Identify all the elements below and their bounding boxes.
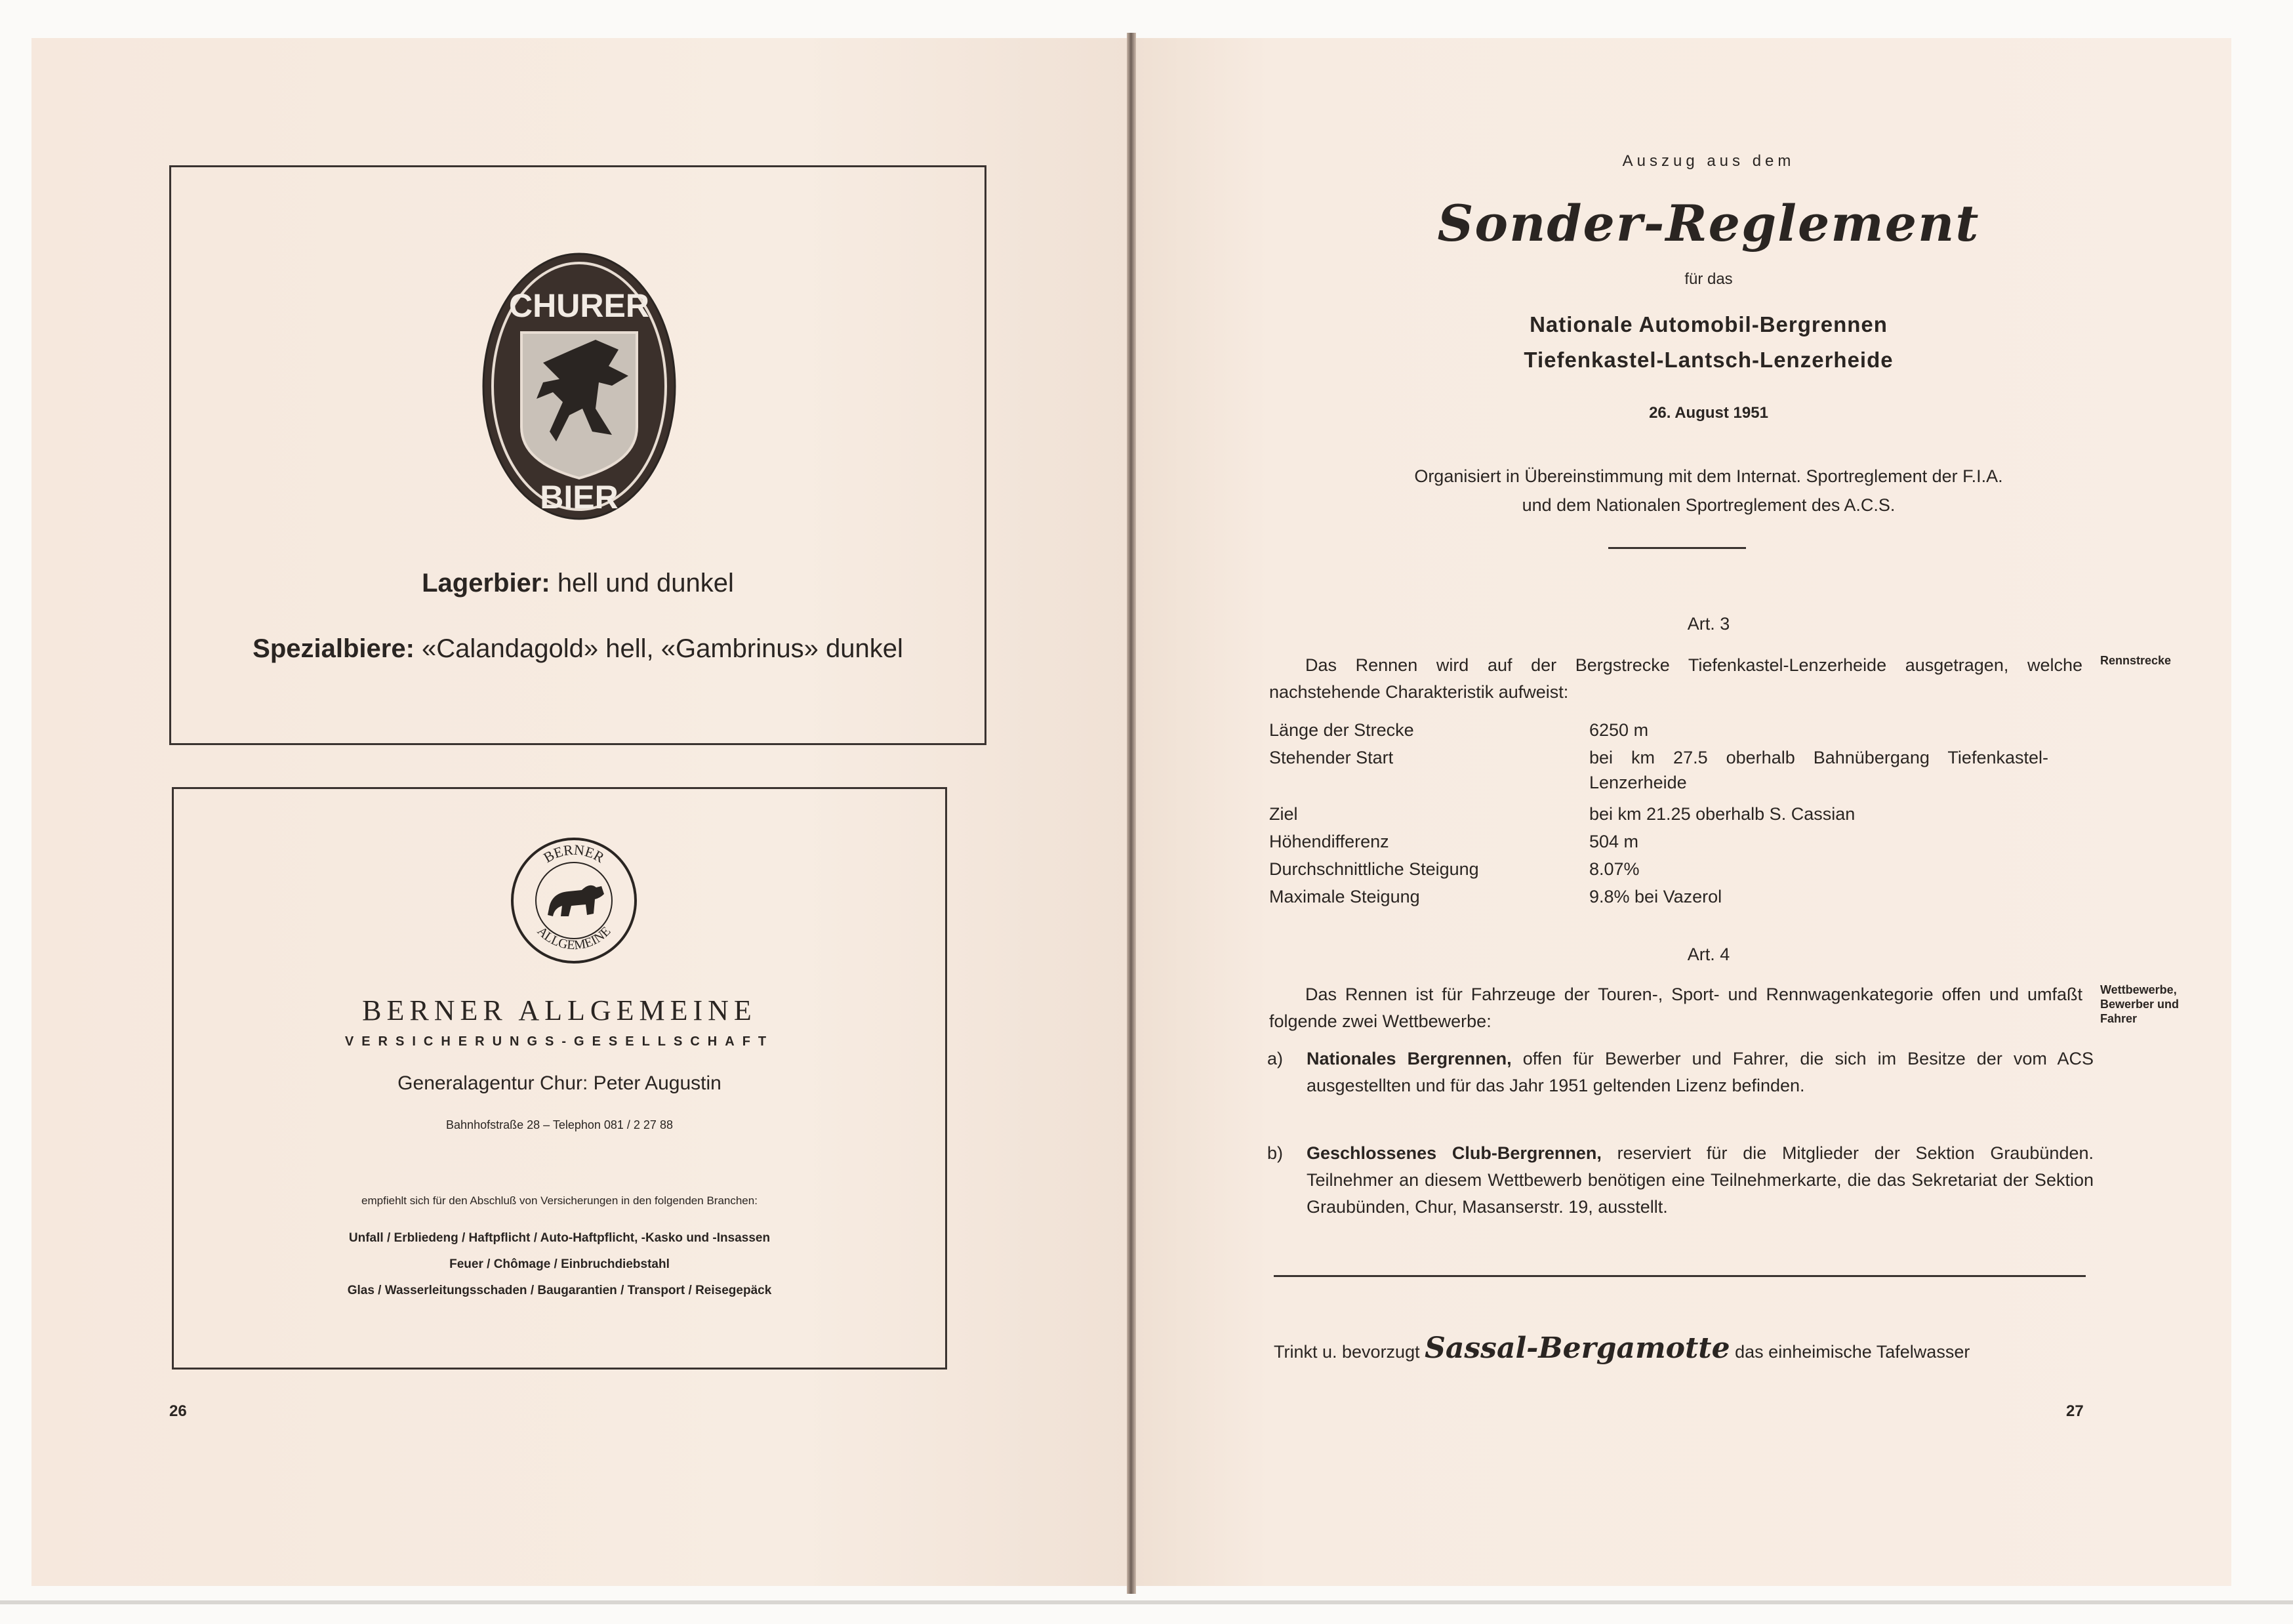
list-item-title: Geschlossenes Club-Bergrennen, xyxy=(1307,1143,1602,1163)
list-letter: a) xyxy=(1267,1049,1284,1068)
intro-line: Auszug aus dem xyxy=(1622,152,1795,170)
art3-margin-note: Rennstrecke xyxy=(2100,654,2172,667)
organized-note xyxy=(1266,462,2151,519)
berner-branches-line-3: Glas / Wasserleitungsschaden / Baugarantien / Transport / Reisegepäck xyxy=(347,1284,772,1297)
seal-bottom-text: ALLGEMEINE xyxy=(534,924,614,953)
list-item-title: Nationales Bergrennen, xyxy=(1307,1049,1512,1068)
margin-note-line: Fahrer xyxy=(2100,1012,2138,1025)
art3-text: Das Rennen wird auf der Bergstrecke Tiefenkastel-Lenzerheide ausgetragen, welche nachstehende Charakteristik aufweist: xyxy=(1269,655,2082,702)
fuer-das-line: für das xyxy=(1684,270,1733,288)
berner-agency: Generalagentur Chur: Peter Augustin xyxy=(397,1072,721,1094)
lagerbier-line xyxy=(171,569,984,598)
berner-address: Bahnhofstraße 28 – Telephon 081 / 2 27 88 xyxy=(446,1118,673,1131)
berner-bear-seal xyxy=(508,835,639,966)
churer-bier-ad xyxy=(169,165,986,745)
art3-heading: Art. 3 xyxy=(1687,614,1730,634)
event-line-2: Tiefenkastel-Lantsch-Lenzerheide xyxy=(1524,348,1894,372)
berner-branches-line-1: Unfall / Erbliedeng / Haftpflicht / Auto-Haftpflicht, -Kasko und -Insassen xyxy=(348,1231,771,1245)
book-spine xyxy=(1127,33,1136,1594)
footer-brand: Sassal-Bergamotte xyxy=(1425,1331,1730,1365)
list-letter: b) xyxy=(1267,1143,1284,1163)
divider-long xyxy=(1274,1275,2086,1277)
organized-line-2: und dem Nationalen Sportreglement des A.C.S. xyxy=(1522,495,1896,515)
spec-label: Höhendifferenz xyxy=(1269,832,1389,851)
spec-value: bei km 27.5 oberhalb Bahnübergang Tiefenkastel-Lenzerheide xyxy=(1589,748,2048,792)
berner-branches-line-2: Feuer / Chômage / Einbruchdiebstahl xyxy=(449,1257,670,1271)
footer-pre: Trinkt u. bevorzugt xyxy=(1274,1342,1420,1362)
churer-bier-logo xyxy=(481,251,678,521)
spec-label: Maximale Steigung xyxy=(1269,887,1420,906)
spec-label: Stehender Start xyxy=(1269,748,1394,767)
spec-value: 9.8% bei Vazerol xyxy=(1589,887,1722,906)
list-text xyxy=(1307,1140,2094,1221)
spezialbiere-line xyxy=(171,634,984,664)
spec-value: 6250 m xyxy=(1589,720,1649,740)
art4-text: Das Rennen ist für Fahrzeuge der Touren-, Sport- und Rennwagenkategorie offen und umfaßt folgende zwei Wettbewerbe: xyxy=(1269,985,2082,1031)
organized-line-1: Organisiert in Übereinstimmung mit dem Internat. Sportreglement der F.I.A. xyxy=(1414,466,2003,486)
berner-recommend: empfiehlt sich für den Abschluß von Versicherungen in den folgenden Branchen: xyxy=(361,1194,758,1207)
spec-value: 8.07% xyxy=(1589,859,1640,879)
art4-heading: Art. 4 xyxy=(1687,944,1730,964)
margin-note-line: Wettbewerbe, xyxy=(2100,983,2177,996)
spec-value: 504 m xyxy=(1589,832,1639,851)
margin-note-line: Bewerber und xyxy=(2100,998,2180,1011)
page-number-right: 27 xyxy=(2066,1402,2084,1420)
scan-bottom-edge xyxy=(0,1600,2293,1604)
art4-margin-note xyxy=(2100,983,2179,1026)
spec-label: Durchschnittliche Steigung xyxy=(1269,859,1479,879)
spec-label: Ziel xyxy=(1269,804,1298,824)
seal-top-text: BERNER xyxy=(540,841,607,866)
list-item-body: reserviert für die Mitglieder der Sektion Graubünden. Teilnehmer an diesem Wettbewerb benötigen eine Teilnehmerkarte, die das Sekretariat der Sektion Graubünden, Chur, Masanserstr. 19, ausstellt. xyxy=(1307,1143,2094,1217)
page-number-left: 26 xyxy=(169,1402,187,1420)
spec-label: Länge der Strecke xyxy=(1269,720,1414,740)
badge-top-text: CHURER xyxy=(509,287,649,324)
lagerbier-label: Lagerbier: xyxy=(422,569,550,598)
spezialbiere-label: Spezialbiere: xyxy=(253,634,415,663)
footer-advert xyxy=(1274,1331,2094,1365)
spezialbiere-text: «Calandagold» hell, «Gambrinus» dunkel xyxy=(422,634,903,663)
event-line-1: Nationale Automobil-Bergrennen xyxy=(1530,312,1888,336)
list-text xyxy=(1307,1045,2094,1099)
berner-subtitle: VERSICHERUNGS-GESELLSCHAFT xyxy=(344,1034,775,1049)
event-date: 26. August 1951 xyxy=(1649,404,1768,422)
page-title: Sonder-Reglement xyxy=(1437,194,1980,253)
list-item-body: offen für Bewerber und Fahrer, die sich im Besitze der vom ACS ausgestellten und für das Jahr 1951 geltenden Lizenz befinden. xyxy=(1307,1049,2094,1095)
badge-bottom-text: BIER xyxy=(540,479,619,516)
lagerbier-text: hell und dunkel xyxy=(557,569,734,598)
berner-allgemeine-ad xyxy=(172,787,947,1370)
berner-title: BERNER ALLGEMEINE xyxy=(362,994,757,1026)
footer-post: das einheimische Tafelwasser xyxy=(1735,1342,1970,1362)
spec-value: bei km 21.25 oberhalb S. Cassian xyxy=(1589,804,1856,824)
divider-short xyxy=(1608,547,1746,549)
